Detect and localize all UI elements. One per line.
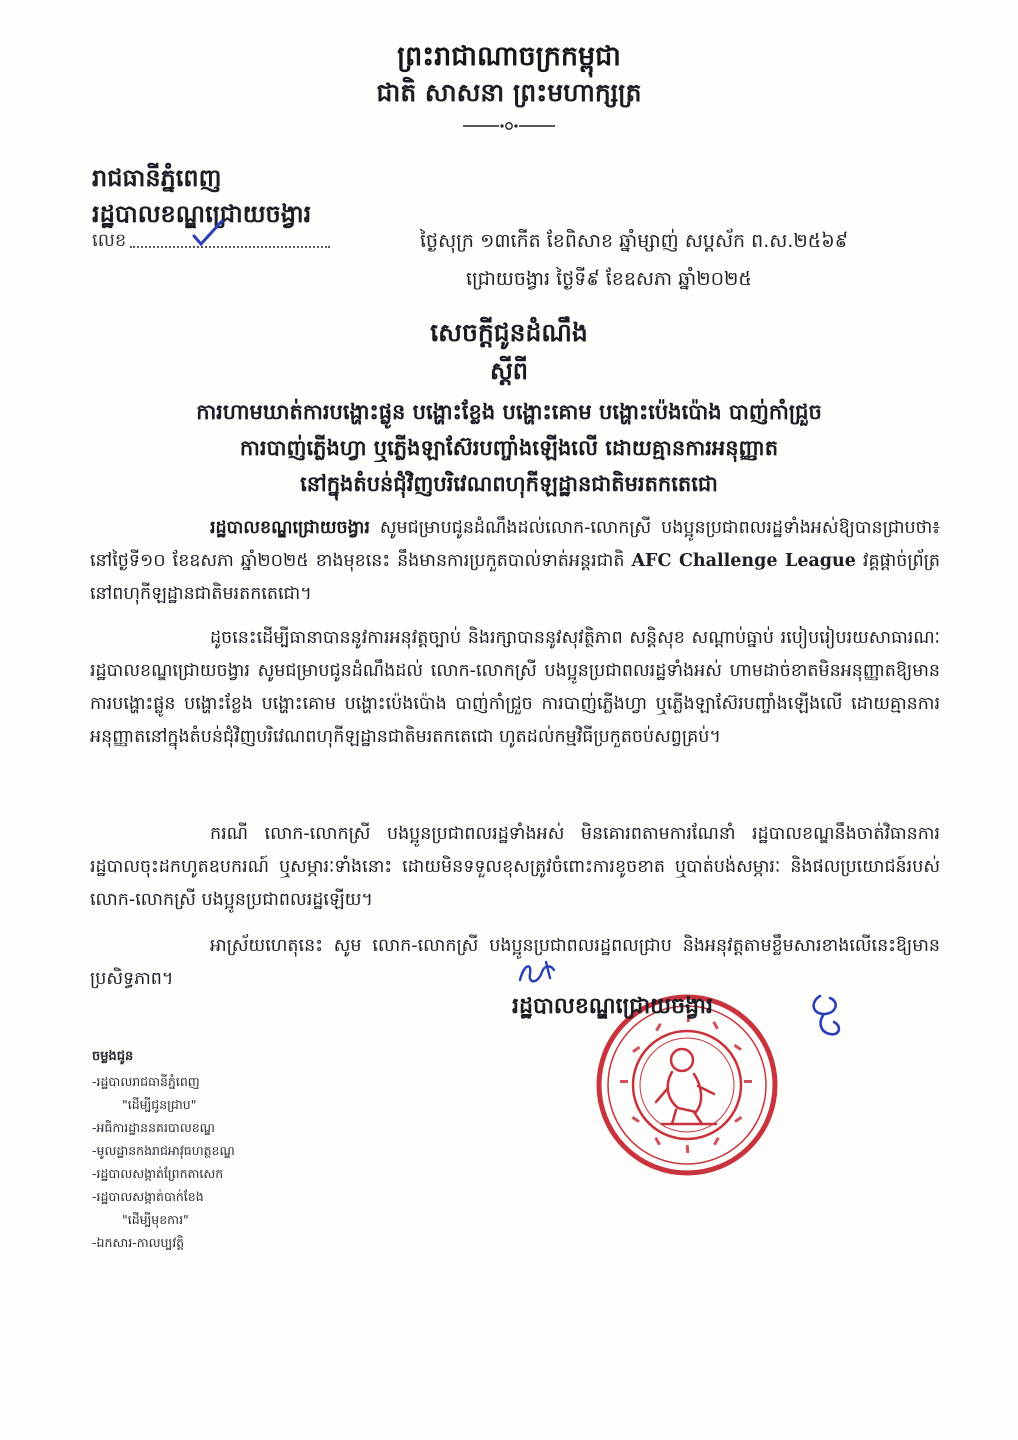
authority-capital: រាជធានីភ្នំពេញ <box>92 163 222 192</box>
authority-district: រដ្ឋបាលខណ្ឌជ្រោយចង្វារ <box>92 199 312 228</box>
paragraph-text: ករណី លោក-លោកស្រី បងប្អូនប្រជាពលរដ្ឋទាំងអស់ មិនគោរពតាមការណែនាំ រដ្ឋបាលខណ្ឌនឹងចាត់វិធានការរដ្ឋបាលចុះដកហូតឧបករណ៍ ឬសម្ភារៈទាំងនោះ ដោយមិនទទួលខុសត្រូវចំពោះការខូចខាត ឬបាត់បង់សម្ភារៈ និងផលប្រយោជន៍របស់លោក-លោកស្រី បងប្អូនប្រជាពលរដ្ឋឡើយ។ <box>90 824 940 910</box>
list-item: -ឯកសារ-កាលប្បវត្តិ <box>92 1235 185 1250</box>
distribution-title: ចម្លងជូន <box>92 1049 134 1064</box>
subject-line: ការបាញ់ភ្លើងហ្វា ឬភ្លើងឡាស៊ែរបញ្ចាំងឡើងលើ ដោយគ្មានការអនុញ្ញាត <box>239 435 779 460</box>
list-item: -រដ្ឋបាលសង្កាត់បាក់ខែង <box>92 1189 204 1204</box>
paragraph-2 <box>90 622 940 754</box>
list-item: -រដ្ឋបាលរាជធានីភ្នំពេញ <box>92 1074 200 1089</box>
subject-line: ការហាមឃាត់ការបង្ហោះផ្លូន បង្ហោះខ្លែង បង្ហោះគោម បង្ហោះប៉េងប៉ោង បាញ់កាំជ្រួច <box>196 399 822 424</box>
list-item: -រដ្ឋបាលសង្កាត់ព្រែកតាសេក <box>92 1166 224 1181</box>
lunar-date: ថ្ងៃសុក្រ ១៣កើត ខែពិសាខ ឆ្នាំម្សាញ់ សប្តស័ក ព.ស.២៥៦៩ <box>420 230 849 252</box>
kingdom-heading: ព្រះរាជាណាចក្រកម្ពុជា <box>397 41 621 72</box>
reference-dots <box>130 246 330 248</box>
distribution-list <box>92 1045 235 1254</box>
subject-line: នៅក្នុងតំបន់ជុំវិញបរិវេណពហុកីឡដ្ឋានជាតិមរតកតេជោ <box>300 471 718 496</box>
paragraph-text: ដូចនេះដើម្បីធានាបាននូវការអនុវត្តច្បាប់ និងរក្សាបាននូវសុវត្ថិភាព សន្តិសុខ សណ្តាប់ធ្នាប់ របៀបរៀបរយសាធារណៈ រដ្ឋបាលខណ្ឌជ្រោយចង្វារ សូមជម្រាបជូនដំណឹងដល់ លោក-លោកស្រី បងប្អូនប្រជាពលរដ្ឋទាំងអស់ ហាមដាច់ខាតមិនអនុញ្ញាតឱ្យមានការបង្ហោះផ្លូន បង្ហោះខ្លែង បង្ហោះគោម បង្ហោះប៉េងប៉ោង បាញ់កាំជ្រួច ការបាញ់ភ្លើងហ្វា ឬភ្លើងឡាស៊ែរបញ្ចាំងឡើងលើ ដោយគ្មានការអនុញ្ញាតនៅក្នុងតំបន់ជុំវិញបរិវេណពហុកីឡដ្ឋានជាតិមរតកតេជោ ហូតដល់កម្មវិធីប្រកួតចប់សព្វគ្រប់។ <box>90 628 940 747</box>
list-item: -អធិការដ្ឋាននគរបាលខណ្ឌ <box>92 1120 215 1135</box>
signature-title: រដ្ឋបាលខណ្ឌជ្រោយចង្វារ <box>512 993 713 1019</box>
paragraph-text: វគ្គផ្តាច់ព្រ័ត្រ នៅពហុកីឡដ្ឋានជាតិមរតកតេជោ។ <box>90 551 941 604</box>
signature-mark-icon <box>806 992 846 1040</box>
reference-label: លេខ <box>92 230 127 251</box>
list-item: -មូលដ្ឋានកងរាជអាវុធហត្ថខណ្ឌ <box>92 1143 235 1158</box>
solar-date: ជ្រោយចង្វារ ថ្ងៃទី៩ ខែឧសភា ឆ្នាំ២០២៥ <box>466 268 752 290</box>
list-item: "ដើម្បីមុខការ" <box>122 1212 189 1227</box>
paragraph-1 <box>90 512 940 611</box>
paragraph-text: អាស្រ័យហេតុនេះ សូម លោក-លោកស្រី បងប្អូនប្រជាពលរដ្ឋពលជ្រាប និងអនុវត្តតាមខ្លឹមសារខាងលើនេះឱ្យមានប្រសិទ្ធភាព។ <box>90 936 940 989</box>
paragraph-lead: រដ្ឋបាលខណ្ឌជ្រោយចង្វារ <box>210 518 370 538</box>
date-block <box>420 222 940 298</box>
check-mark-icon <box>190 218 226 248</box>
ornament-divider <box>0 118 1018 137</box>
subject-label: ស្តីពី <box>489 356 529 385</box>
national-motto: ជាតិ សាសនា ព្រះមហាក្សត្រ <box>376 78 642 107</box>
paragraph-3 <box>90 818 940 917</box>
list-item: "ដើម្បីជូនជ្រាប" <box>122 1097 197 1112</box>
document-type: សេចក្តីជូនដំណឹង <box>430 318 588 347</box>
paragraph-text: សូមជម្រាបជូនដំណឹងដល់លោក-លោកស្រី បងប្អូនប្រជាពលរដ្ឋទាំងអស់ឱ្យបានជ្រាបថា៖ នៅថ្ងៃទី១០ ខែឧសភា ឆ្នាំ២០២៥ ខាងមុខនេះ នឹងមានការប្រកួតបាល់ទាត់អន្តរជាតិ <box>90 518 940 571</box>
event-name: AFC Challenge League <box>631 551 856 571</box>
subject-title <box>0 394 1018 502</box>
paragraph-4 <box>90 930 940 996</box>
initial-mark-icon <box>516 958 560 990</box>
